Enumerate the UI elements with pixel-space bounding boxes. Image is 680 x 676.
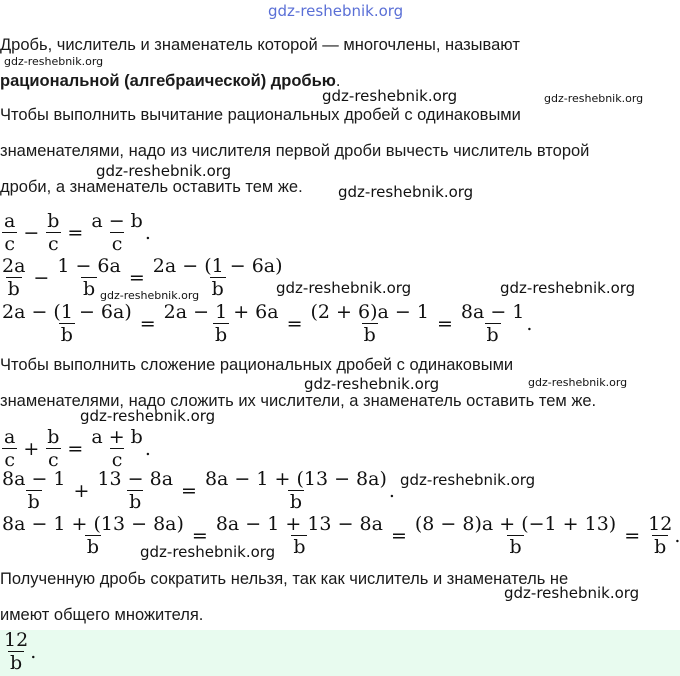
equals-sign: = xyxy=(128,266,145,289)
numerator: 2a − 1 + 6a xyxy=(163,301,279,323)
numerator: a − b xyxy=(91,210,143,232)
plus-sign: + xyxy=(73,479,90,502)
minus-sign: − xyxy=(23,221,40,244)
subtraction-example-2 xyxy=(0,301,532,346)
equals-sign: = xyxy=(139,312,156,335)
watermark: gdz-reshebnik.org xyxy=(500,279,636,297)
answer-panel xyxy=(0,630,680,676)
watermark: gdz-reshebnik.org xyxy=(544,92,644,105)
equals-sign: = xyxy=(390,524,407,547)
numerator: (2 + 6)a − 1 xyxy=(310,301,429,323)
addition-example-1 xyxy=(0,468,395,513)
answer-formula xyxy=(2,629,36,674)
fraction-4 xyxy=(646,513,674,558)
addition-formula xyxy=(2,426,151,471)
fraction-2 xyxy=(95,468,175,513)
watermark: gdz-reshebnik.org xyxy=(528,376,628,389)
denominator: b xyxy=(10,652,23,674)
denominator: b xyxy=(509,536,522,558)
answer-fraction xyxy=(2,629,30,674)
definition-term: рациональной (алгебраической) дробью xyxy=(0,72,336,90)
addition-rule-line-2: знаменателями, надо сложить их числители, а знаменатель оставить тем же. xyxy=(0,392,597,410)
minus-sign: − xyxy=(33,266,50,289)
watermark: gdz-reshebnik.org xyxy=(4,55,104,68)
definition-line-1: Дробь, числитель и знаменатель которой — многочлены, называют xyxy=(0,36,520,54)
denominator: c xyxy=(4,233,15,255)
equals-sign: = xyxy=(67,437,84,460)
period: . xyxy=(144,221,151,244)
fraction-1 xyxy=(0,301,134,346)
fraction-b-over-c xyxy=(45,210,61,255)
equals-sign: = xyxy=(67,221,84,244)
watermark: gdz-reshebnik.org xyxy=(400,471,536,489)
fraction-b-over-c xyxy=(45,426,61,471)
numerator: 8a − 1 xyxy=(2,468,66,490)
definition-end: . xyxy=(335,72,341,90)
denominator: b xyxy=(86,536,100,558)
denominator: b xyxy=(7,278,20,300)
watermark: gdz-reshebnik.org xyxy=(322,87,458,105)
numerator: 8a − 1 + (13 − 8a) xyxy=(2,513,184,535)
numerator: 8a − 1 + (13 − 8a) xyxy=(204,468,387,490)
period: . xyxy=(526,312,533,335)
fraction-4 xyxy=(459,301,527,346)
numerator: 2a − (1 − 6a) xyxy=(152,255,283,277)
denominator: b xyxy=(486,324,499,346)
watermark-top: gdz-reshebnik.org xyxy=(268,2,404,20)
definition-line-2 xyxy=(0,71,340,91)
fraction-a-over-c xyxy=(2,426,17,471)
watermark: gdz-reshebnik.org xyxy=(100,289,200,302)
conclusion-line-2: имеют общего множителя. xyxy=(0,606,204,624)
equals-sign: = xyxy=(181,479,197,502)
period: . xyxy=(144,437,151,460)
conclusion-line-1: Полученную дробь сократить нельзя, так как числитель и знаменатель не xyxy=(0,570,569,588)
equals-sign: = xyxy=(286,312,303,335)
numerator: 8a − 1 xyxy=(460,301,525,323)
denominator: b xyxy=(211,278,224,300)
plus-sign: + xyxy=(23,437,40,460)
denominator: b xyxy=(129,491,142,513)
fraction-1 xyxy=(0,468,68,513)
fraction-result xyxy=(89,426,145,471)
watermark: gdz-reshebnik.org xyxy=(304,375,440,393)
subtraction-rule-line-1: Чтобы выполнить вычитание рациональных дробей с одинаковыми xyxy=(0,106,521,124)
fraction-1 xyxy=(0,255,27,300)
denominator: b xyxy=(289,491,302,513)
denominator: c xyxy=(48,233,59,255)
numerator: 12 xyxy=(648,513,673,535)
denominator: b xyxy=(60,324,73,346)
equals-sign: = xyxy=(436,312,453,335)
watermark: gdz-reshebnik.org xyxy=(96,162,232,180)
equals-sign: = xyxy=(624,524,641,547)
watermark: gdz-reshebnik.org xyxy=(80,407,216,425)
fraction-3 xyxy=(309,301,431,346)
period: . xyxy=(674,524,680,547)
numerator: a xyxy=(4,210,16,232)
addition-example-2 xyxy=(0,513,680,558)
denominator: b xyxy=(363,324,376,346)
numerator: a + b xyxy=(91,426,143,448)
denominator: b xyxy=(83,278,96,300)
fraction-2 xyxy=(162,301,281,346)
fraction-3 xyxy=(413,513,618,558)
equals-sign: = xyxy=(191,524,208,547)
numerator: b xyxy=(47,426,60,448)
numerator: 13 − 8a xyxy=(97,468,174,490)
numerator: 1 − 6a xyxy=(57,255,121,277)
denominator: b xyxy=(215,324,228,346)
watermark: gdz-reshebnik.org xyxy=(504,584,640,602)
numerator: a xyxy=(4,426,16,448)
period: . xyxy=(30,640,37,663)
numerator: 2a xyxy=(2,255,26,277)
denominator: c xyxy=(4,449,15,471)
subtraction-rule-line-2: знаменателями, надо из числителя первой дроби вычесть числитель второй xyxy=(0,142,590,160)
denominator: b xyxy=(293,536,306,558)
period: . xyxy=(388,479,395,502)
denominator: c xyxy=(48,449,59,471)
watermark: gdz-reshebnik.org xyxy=(338,183,474,201)
denominator: c xyxy=(111,449,123,471)
numerator: (8 − 8)a + (−1 + 13) xyxy=(414,513,617,535)
numerator: 8a − 1 + 13 − 8a xyxy=(215,513,383,535)
denominator: c xyxy=(111,233,123,255)
numerator: 2a − (1 − 6a) xyxy=(2,301,132,323)
subtraction-rule-line-3: дроби, а знаменатель оставить тем же. xyxy=(0,178,303,196)
watermark: gdz-reshebnik.org xyxy=(276,279,412,297)
watermark: gdz-reshebnik.org xyxy=(140,543,276,561)
fraction-a-over-c xyxy=(2,210,17,255)
fraction-result xyxy=(203,468,389,513)
numerator: b xyxy=(47,210,60,232)
fraction-result xyxy=(89,210,145,255)
subtraction-formula xyxy=(2,210,151,255)
numerator: 12 xyxy=(4,629,29,651)
denominator: b xyxy=(27,491,40,513)
denominator: b xyxy=(654,536,667,558)
addition-rule-line-1: Чтобы выполнить сложение рациональных дробей с одинаковыми xyxy=(0,356,514,374)
